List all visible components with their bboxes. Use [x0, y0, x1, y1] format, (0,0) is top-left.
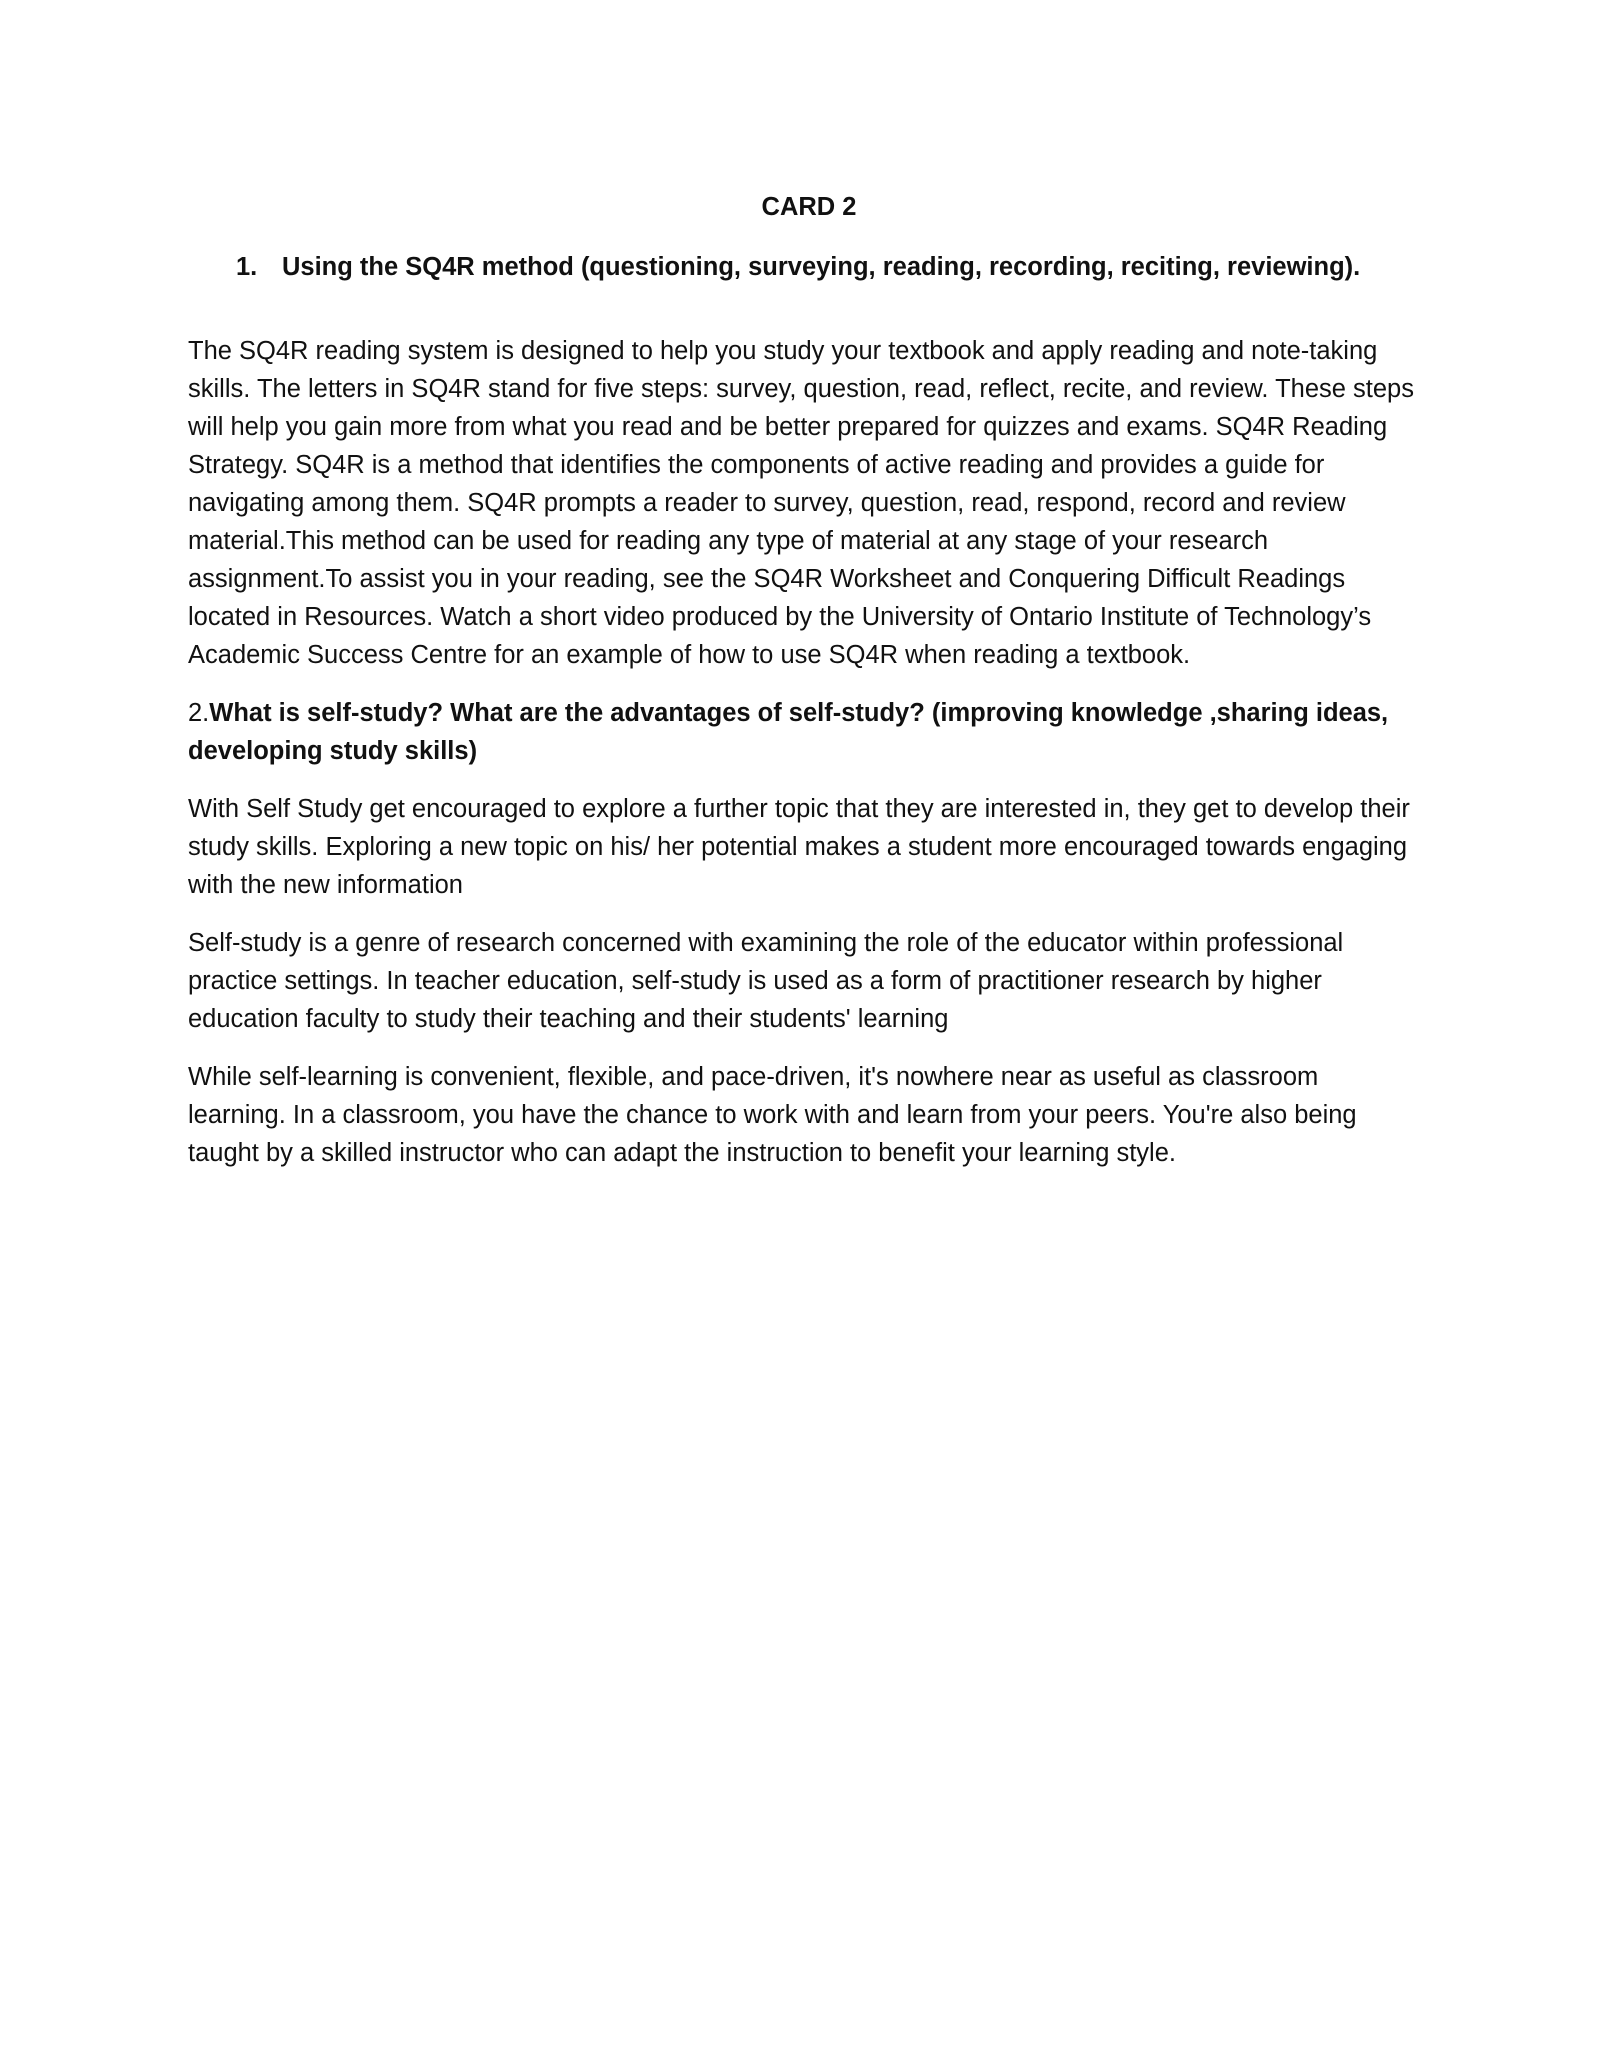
answer-1-paragraph: The SQ4R reading system is designed to help you study your textbook and apply reading and note-taking skills. The letters in SQ4R stand for five steps: survey, question, read, reflect, recite, and review. These steps will help you gain more from what you read and be better prepared for quizzes and exams. SQ4R Reading Strategy. SQ4R is a method that identifies the components of active reading and provides a guide for navigating among them. SQ4R prompts a reader to survey, question, read, respond, record and review material.This method can be used for reading any type of material at any stage of your research assignment.To assist you in your reading, see the SQ4R Worksheet and Conquering Difficult Readings located in Resources. Watch a short video produced by the University of Ontario Institute of Technology’s Academic Success Centre for an example of how to use SQ4R when reading a textbook.: [188, 337, 1414, 669]
question-1-number: 1.: [236, 253, 258, 281]
answer-2-paragraph-3: While self-learning is convenient, flexible, and pace-driven, it's nowhere near as useful as classroom learning. In a classroom, you have the chance to work with and learn from your peers. You're also being taught by a skilled instructor who can adapt the instruction to benefit your learning style.: [188, 1063, 1357, 1167]
question-1-heading: [188, 248, 1418, 286]
question-2-text: What is self-study? What are the advantages of self-study? (improving knowledge ,sharing ideas, developing study skills): [188, 699, 1389, 765]
question-1-text: Using the SQ4R method (questioning, surveying, reading, recording, reciting, reviewing).: [282, 253, 1361, 281]
question-2-number: 2.: [188, 699, 210, 727]
answer-2-paragraph-1: With Self Study get encouraged to explore a further topic that they are interested in, they get to develop their study skills. Exploring a new topic on his/ her potential makes a student more encouraged towards engaging with the new information: [188, 795, 1410, 899]
card-title: CARD 2: [761, 193, 857, 221]
question-2-heading: [188, 694, 1418, 770]
document-body: [188, 188, 1418, 1192]
answer-2-paragraph-2: Self-study is a genre of research concerned with examining the role of the educator within professional practice settings. In teacher education, self-study is used as a form of practitioner research by higher education faculty to study their teaching and their students' learning: [188, 929, 1344, 1033]
